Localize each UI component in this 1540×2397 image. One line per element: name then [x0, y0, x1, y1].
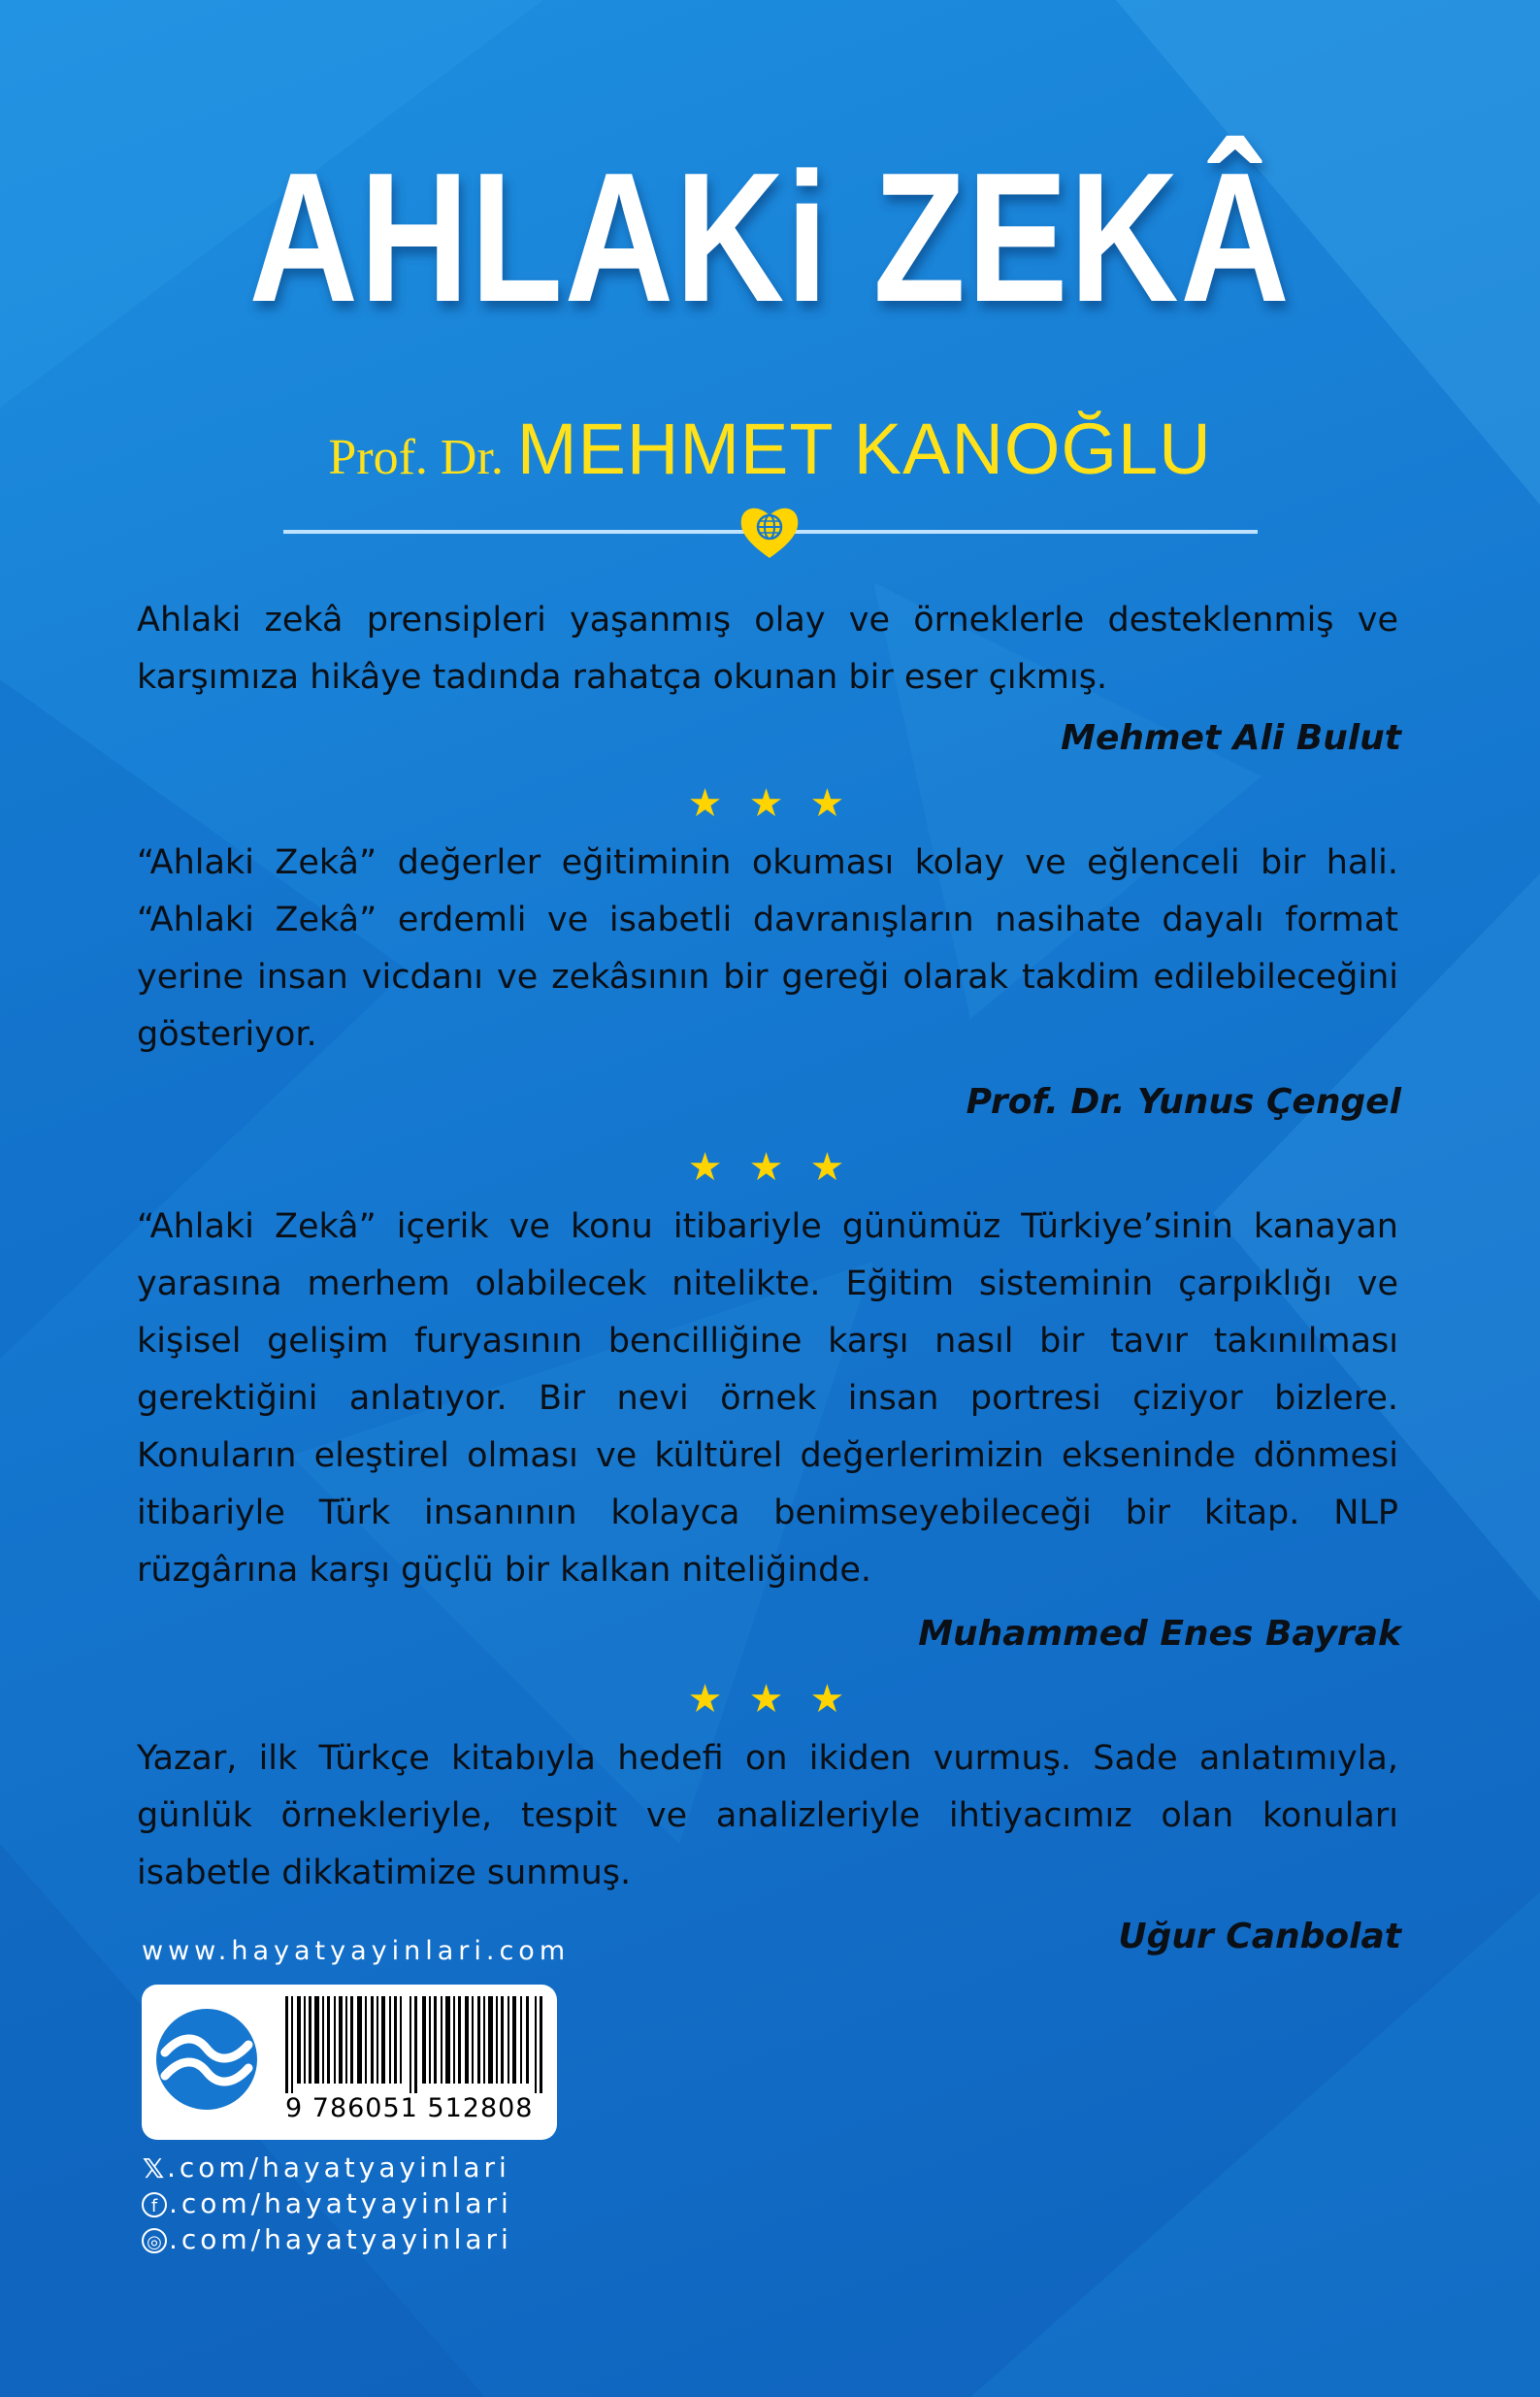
publisher-website: www.hayatyayinlari.com — [142, 1936, 571, 1966]
social-x[interactable] — [142, 2151, 510, 2184]
divider-right — [795, 530, 1258, 534]
publisher-logo — [153, 2006, 260, 2113]
instagram-icon: ◎ — [142, 2228, 167, 2253]
social-x-handle: .com/hayatyayinlari — [167, 2151, 510, 2184]
social-facebook-handle: .com/hayatyayinlari — [169, 2187, 512, 2219]
separator-stars: ★ ★ ★ — [687, 782, 853, 825]
isbn-number: 9 786051 512808 — [285, 2093, 534, 2123]
book-title: AHLAKi ZEKÂ — [248, 135, 1292, 341]
divider-left — [283, 530, 744, 534]
reviewer-name: Prof. Dr. Yunus Çengel — [966, 1082, 1401, 1122]
review-text: Ahlaki zekâ prensipleri yaşanmış olay ve örneklerle desteklenmiş ve karşımıza hikâye tadında rahatça okunan bir eser çıkmış. — [137, 601, 1398, 697]
x-icon: 𝕏 — [142, 2152, 165, 2184]
social-facebook[interactable] — [142, 2187, 512, 2219]
review-text: Yazar, ilk Türkçe kitabıyla hedefi on ikiden vurmuş. Sade anlatımıyla, günlük örnekleriyle, tespit ve analizleriyle ihtiyacımız olan konuları isabetle dikkatimize sunmuş. — [137, 1739, 1398, 1892]
review-text: “Ahlaki Zekâ” içerik ve konu itibariyle günümüz Türkiye’sinin kanayan yarasına merhem olabilecek nitelikte. Eğitim sisteminin çarpıklığı ve kişisel gelişim furyasının bencilliğine karşı nasıl bir tavır takınılması gerektiğini anlatıyor. Bir nevi örnek insan portresi çiziyor bizlere. Konuların eleştirel olması ve kültürel değerlerimizin ekseninde dönmesi itibariyle Türk insanının kolayca benimseyebileceği bir kitap. NLP rüzgârına karşı güçlü bir kalkan niteliğinde. — [137, 1207, 1398, 1590]
author-line — [0, 408, 1540, 490]
separator-stars: ★ ★ ★ — [687, 1146, 853, 1189]
barcode — [285, 1996, 543, 2093]
reviewer-name: Uğur Canbolat — [1118, 1917, 1401, 1956]
social-instagram-handle: .com/hayatyayinlari — [169, 2223, 512, 2255]
social-instagram[interactable] — [142, 2223, 512, 2255]
review-text: “Ahlaki Zekâ” değerler eğitiminin okuması kolay ve eğlenceli bir hali. “Ahlaki Zekâ” erdemli ve isabetli davranışların nasihate dayalı format yerine insan vicdanı ve zekâsının bir gereği olarak takdim edilebileceğini gösteriyor. — [137, 843, 1398, 1054]
separator-stars: ★ ★ ★ — [687, 1678, 853, 1721]
heart-globe-icon — [737, 500, 802, 564]
author-name: MEHMET KANOĞLU — [516, 409, 1212, 489]
reviewer-name: Mehmet Ali Bulut — [1061, 718, 1401, 758]
author-prefix: Prof. Dr. — [328, 430, 504, 485]
barcode-panel — [142, 1985, 557, 2140]
reviewer-name: Muhammed Enes Bayrak — [918, 1614, 1401, 1654]
facebook-icon: f — [142, 2192, 167, 2217]
